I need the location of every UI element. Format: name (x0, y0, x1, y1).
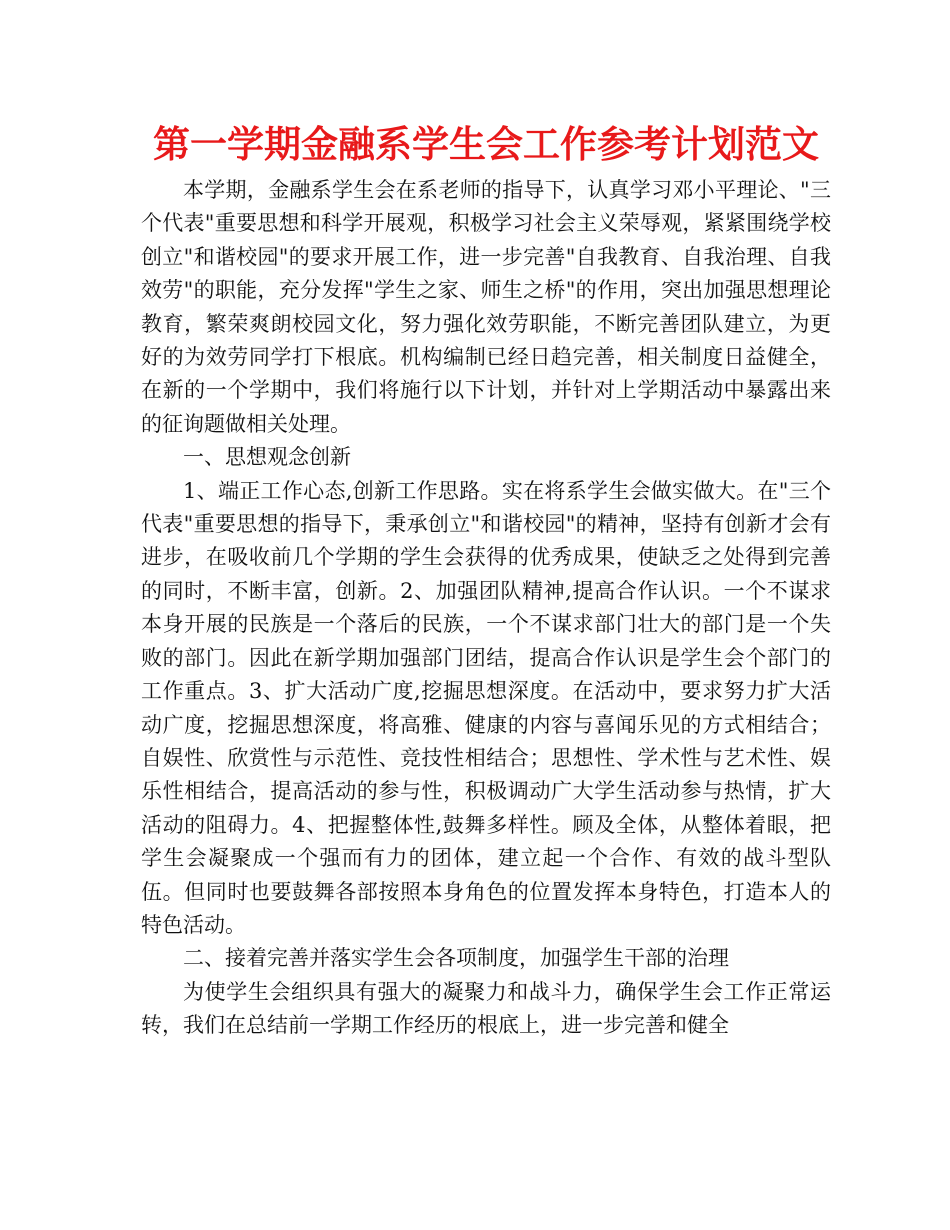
intro-paragraph: 本学期，金融系学生会在系老师的指导下，认真学习邓小平理论、"三个代表"重要思想和科学开展观，积极学习社会主义荣辱观，紧紧围绕学校创立"和谐校园"的要求开展工作，进一步完善"自我教育、自我治理、自我效劳"的职能，充分发挥"学生之家、师生之桥"的作用，突出加强思想理论教育，繁荣爽朗校园文化，努力强化效劳职能，不断完善团队建立，为更好的为效劳同学打下根底。机构编制已经日趋完善，相关制度日益健全，在新的一个学期中，我们将施行以下计划，并针对上学期活动中暴露出来的征询题做相关处理。 (141, 178, 831, 436)
section-1-body: 1、端正工作心态,创新工作思路。实在将系学生会做实做大。在"三个代表"重要思想的指导下，秉承创立"和谐校园"的精神，坚持有创新才会有进步，在吸收前几个学期的学生会获得的优秀成果，使缺乏之处得到完善的同时，不断丰富，创新。2、加强团队精神,提高合作认识。一个不谋求本身开展的民族是一个落后的民族，一个不谋求部门壮大的部门是一个失败的部门。因此在新学期加强部门团结，提高合作认识是学生会个部门的工作重点。3、扩大活动广度,挖掘思想深度。在活动中，要求努力扩大活动广度，挖掘思想深度，将高雅、健康的内容与喜闻乐见的方式相结合；自娱性、欣赏性与示范性、竞技性相结合；思想性、学术性与艺术性、娱乐性相结合，提高活动的参与性，积极调动广大学生活动参与热情，扩大活动的阻碍力。4、把握整体性,鼓舞多样性。顾及全体，从整体着眼，把学生会凝聚成一个强而有力的团体，建立起一个合作、有效的战斗型队伍。但同时也要鼓舞各部按照本身角色的位置发挥本身特色，打造本人的特色活动。 (141, 478, 831, 937)
section-2-body: 为使学生会组织具有强大的凝聚力和战斗力，确保学生会工作正常运转，我们在总结前一学期工作经历的根底上，进一步完善和健全 (141, 979, 831, 1038)
section-heading-1: 一、思想观念创新 (183, 445, 351, 470)
document-page (141, 118, 831, 1043)
document-title: 第一学期金融系学生会工作参考计划范文 (153, 123, 819, 166)
section-heading-2: 二、接着完善并落实学生会各项制度，加强学生干部的治理 (183, 946, 729, 971)
